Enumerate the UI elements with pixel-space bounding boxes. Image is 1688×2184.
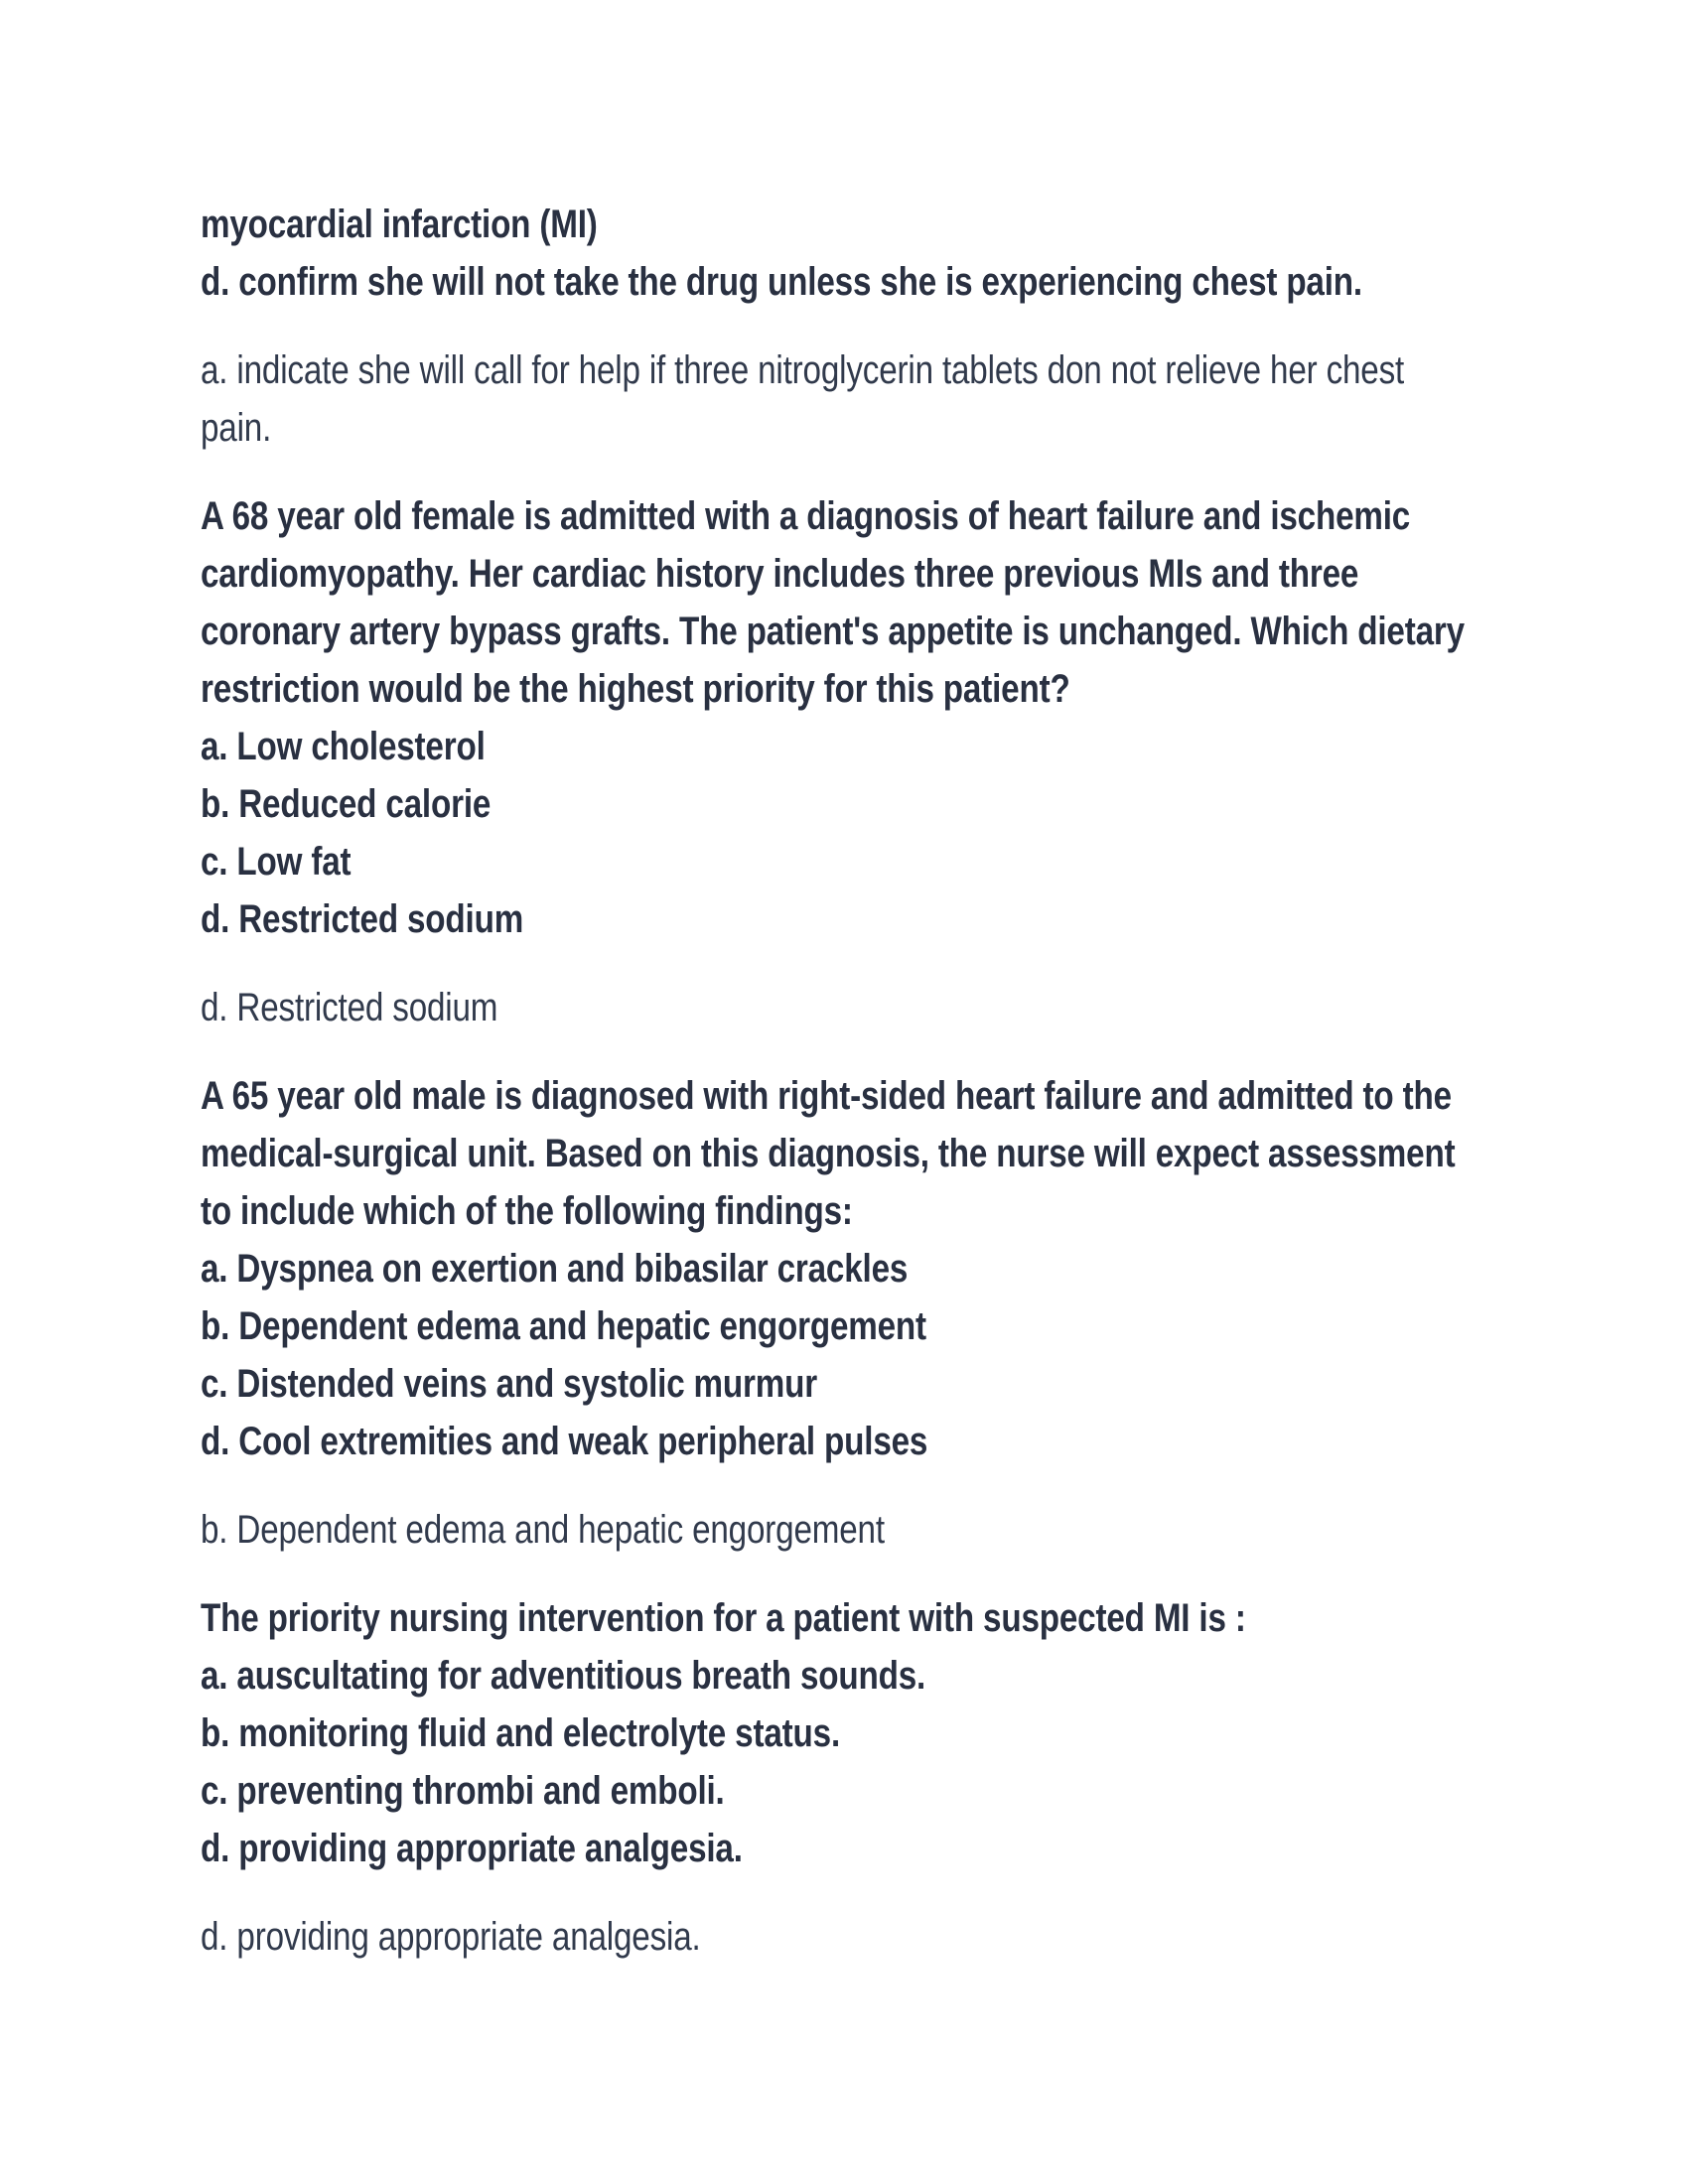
question-line <box>201 603 1688 660</box>
text-line-content: b. Dependent edema and hepatic engorgement <box>201 1304 926 1348</box>
text-line-content: b. monitoring fluid and electrolyte status. <box>201 1711 841 1755</box>
text-line-content: A 65 year old male is diagnosed with right-sided heart failure and admitted to the <box>201 1074 1452 1118</box>
question-block <box>201 1067 1688 1470</box>
text-line-content: d. Restricted sodium <box>201 986 498 1029</box>
question-line <box>201 1182 1688 1240</box>
text-line-content: The priority nursing intervention for a patient with suspected MI is : <box>201 1596 1246 1640</box>
text-line-content: d. providing appropriate analgesia. <box>201 1827 743 1870</box>
option-line <box>201 1413 1688 1470</box>
text-line <box>201 253 1688 311</box>
question-line <box>201 487 1688 545</box>
answer-line <box>201 979 1688 1036</box>
question-line <box>201 545 1688 603</box>
option-line <box>201 1355 1688 1413</box>
text-line-content: restriction would be the highest priority for this patient? <box>201 667 1070 711</box>
answer-line <box>201 341 1688 399</box>
answer-block <box>201 341 1688 457</box>
text-line-content: d. confirm she will not take the drug unless she is experiencing chest pain. <box>201 260 1362 304</box>
text-line-content: a. Low cholesterol <box>201 725 486 768</box>
text-line-content: d. Restricted sodium <box>201 897 524 941</box>
text-line-content: medical-surgical unit. Based on this diagnosis, the nurse will expect assessment <box>201 1132 1456 1175</box>
option-line <box>201 1705 1688 1762</box>
text-line-content: d. providing appropriate analgesia. <box>201 1915 701 1959</box>
option-line <box>201 890 1688 948</box>
text-line-content: b. Dependent edema and hepatic engorgement <box>201 1508 885 1552</box>
option-line <box>201 1762 1688 1820</box>
option-line <box>201 1297 1688 1355</box>
text-line-content: cardiomyopathy. Her cardiac history includes three previous MIs and three <box>201 552 1359 596</box>
question-line <box>201 660 1688 718</box>
option-line <box>201 1820 1688 1877</box>
text-line-content: b. Reduced calorie <box>201 782 492 826</box>
option-line <box>201 718 1688 775</box>
text-line <box>201 196 1688 253</box>
text-line-content: d. Cool extremities and weak peripheral pulses <box>201 1420 928 1463</box>
text-line-content: a. indicate she will call for help if three nitroglycerin tablets don not relieve her chest <box>201 348 1405 392</box>
answer-line <box>201 1501 1688 1559</box>
answer-line <box>201 399 1688 457</box>
text-line-content: to include which of the following findings: <box>201 1189 853 1233</box>
text-line-content: pain. <box>201 406 272 450</box>
option-line <box>201 833 1688 890</box>
text-line-content: myocardial infarction (MI) <box>201 203 598 246</box>
option-line <box>201 775 1688 833</box>
option-line <box>201 1240 1688 1297</box>
answer-line <box>201 1908 1688 1966</box>
answer-block <box>201 979 1688 1036</box>
text-line-content: a. Dyspnea on exertion and bibasilar crackles <box>201 1247 909 1291</box>
answer-block <box>201 1501 1688 1559</box>
question-line <box>201 1067 1688 1125</box>
question-block <box>201 487 1688 948</box>
text-line-content: c. preventing thrombi and emboli. <box>201 1769 725 1813</box>
text-line-content: c. Distended veins and systolic murmur <box>201 1362 817 1406</box>
text-line-content: coronary artery bypass grafts. The patient's appetite is unchanged. Which dietary <box>201 610 1465 653</box>
text-line-content: a. auscultating for adventitious breath sounds. <box>201 1654 926 1698</box>
document-text-content <box>201 196 1688 1966</box>
question-block <box>201 1589 1688 1877</box>
answer-block <box>201 1908 1688 1966</box>
question-line <box>201 1125 1688 1182</box>
question-line <box>201 1589 1688 1647</box>
answer-heading-block <box>201 196 1688 311</box>
option-line <box>201 1647 1688 1705</box>
text-line-content: A 68 year old female is admitted with a diagnosis of heart failure and ischemic <box>201 494 1411 538</box>
text-line-content: c. Low fat <box>201 840 352 884</box>
